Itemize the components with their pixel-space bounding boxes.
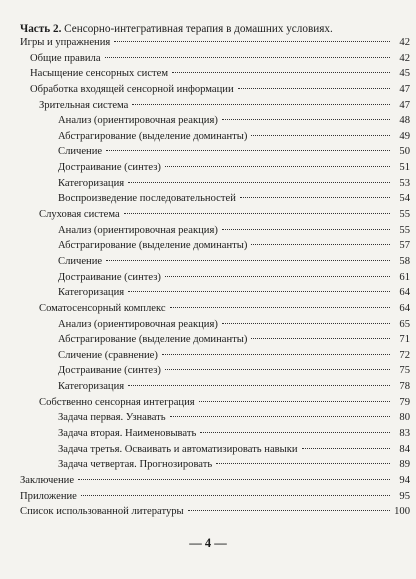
toc-entry	[58, 223, 410, 239]
toc-entry-page: 58	[399, 255, 410, 267]
toc-entry	[58, 285, 410, 301]
toc-entry	[30, 51, 410, 67]
toc-entry-page: 53	[399, 177, 410, 189]
toc-entry-page: 48	[399, 115, 410, 127]
toc-entry	[58, 426, 410, 442]
toc-entry-title: Абстрагирование (выделение доминанты)	[58, 334, 248, 346]
dot-leader	[132, 103, 390, 105]
toc-entry	[30, 82, 410, 98]
toc-entry	[39, 395, 410, 411]
toc-entry-title: Общие правила	[30, 52, 101, 64]
toc-entry-title: Задача четвертая. Прогнозировать	[58, 459, 213, 471]
dot-leader	[124, 212, 390, 214]
toc-entry-page: 84	[399, 443, 410, 455]
toc-entry-title: Анализ (ориентировочная реакция)	[58, 224, 218, 236]
dot-leader	[222, 228, 390, 230]
dot-leader	[216, 462, 390, 464]
dot-leader	[106, 149, 390, 151]
dot-leader	[165, 165, 390, 167]
toc-entry	[58, 332, 410, 348]
toc-entry	[58, 113, 410, 129]
dot-leader	[170, 306, 390, 308]
toc-entry-page: 79	[399, 396, 410, 408]
dot-leader	[251, 134, 390, 136]
toc-entry-title: Абстрагирование (выделение доминанты)	[58, 240, 248, 252]
toc-entry	[58, 270, 410, 286]
toc-entry	[58, 363, 410, 379]
dot-leader	[251, 337, 390, 339]
toc-entry	[58, 144, 410, 160]
dot-leader	[238, 87, 390, 89]
toc-entry-title: Достраивание (синтез)	[58, 162, 161, 174]
toc-entry-page: 42	[399, 52, 410, 64]
dot-leader	[128, 384, 390, 386]
toc-entry	[58, 191, 410, 207]
toc-entry	[58, 238, 410, 254]
toc-entry-page: 57	[399, 240, 410, 252]
toc-entry-page: 100	[394, 506, 410, 518]
toc-entry-title: Насыщение сенсорных систем	[30, 68, 169, 80]
toc-entry-title: Категоризация	[58, 287, 125, 299]
toc-entry-title: Категоризация	[58, 177, 125, 189]
dot-leader	[302, 447, 390, 449]
toc-entry	[20, 489, 410, 505]
toc-entry-title: Сличение	[58, 255, 103, 267]
dot-leader	[114, 40, 390, 42]
toc-entry	[58, 129, 410, 145]
toc-entry-page: 49	[399, 130, 410, 142]
toc-entry-title: Зрительная система	[39, 99, 129, 111]
dot-leader	[251, 243, 390, 245]
toc-entry-page: 51	[399, 162, 410, 174]
toc-entry-title: Воспроизведение последовательностей	[58, 193, 236, 205]
toc-entry	[58, 160, 410, 176]
toc-entry	[30, 66, 410, 82]
dot-leader	[81, 494, 390, 496]
toc-entry-title: Заключение	[20, 474, 75, 486]
toc-entry-title: Категоризация	[58, 381, 125, 393]
toc-entry	[58, 176, 410, 192]
part-heading	[20, 22, 410, 36]
dot-leader	[200, 431, 390, 433]
dot-leader	[128, 181, 390, 183]
toc-entry-page: 65	[399, 318, 410, 330]
toc-entry-title: Анализ (ориентировочная реакция)	[58, 115, 218, 127]
toc-entry-page: 95	[399, 490, 410, 502]
part-title: Сенсорно-интегративная терапия в домашних условиях.	[64, 23, 333, 35]
toc-entry-page: 54	[399, 193, 410, 205]
toc-entry-page: 42	[399, 37, 410, 48]
toc-entry	[20, 35, 410, 51]
dot-leader	[188, 509, 390, 511]
toc-entry-title: Соматосенсорный комплекс	[39, 302, 166, 314]
toc-entry-title: Сличение (сравнение)	[58, 349, 158, 361]
toc-entry	[58, 442, 410, 458]
part-number: Часть 2.	[20, 23, 62, 35]
toc-entry-page: 47	[399, 83, 410, 95]
toc-entry	[20, 473, 410, 489]
toc-entry-title: Обработка входящей сенсорной информации	[30, 83, 234, 95]
dot-leader	[105, 56, 390, 58]
toc-entry-title: Игры и упражнения	[20, 37, 111, 48]
toc-entry-page: 47	[399, 99, 410, 111]
toc-entry-title: Достраивание (синтез)	[58, 271, 161, 283]
toc-entry-title: Собственно сенсорная интеграция	[39, 396, 195, 408]
toc-entry-page: 55	[399, 209, 410, 221]
table-of-contents	[0, 35, 416, 520]
toc-entry	[58, 379, 410, 395]
dot-leader	[162, 353, 390, 355]
toc-entry	[58, 254, 410, 270]
toc-entry	[58, 410, 410, 426]
toc-entry-page: 94	[399, 474, 410, 486]
dot-leader	[199, 400, 390, 402]
dot-leader	[240, 196, 390, 198]
toc-entry-page: 71	[399, 334, 410, 346]
toc-entry-title: Задача вторая. Наименовывать	[58, 428, 197, 440]
toc-entry-title: Слуховая система	[39, 209, 120, 221]
toc-entry-page: 64	[399, 302, 410, 314]
toc-entry	[20, 504, 410, 520]
toc-entry	[58, 317, 410, 333]
page-number: — 4 —	[189, 536, 227, 550]
toc-entry-title: Приложение	[20, 490, 77, 502]
toc-entry-title: Задача третья. Осваивать и автоматизировать навыки	[58, 443, 298, 455]
toc-entry-page: 64	[399, 287, 410, 299]
toc-entry-page: 83	[399, 428, 410, 440]
dot-leader	[172, 71, 390, 73]
dot-leader	[106, 259, 390, 261]
toc-entry-page: 80	[399, 412, 410, 424]
toc-entry-page: 75	[399, 365, 410, 377]
dot-leader	[170, 415, 390, 417]
toc-entry-page: 89	[399, 459, 410, 471]
dot-leader	[222, 118, 390, 120]
toc-entry	[39, 301, 410, 317]
toc-entry-page: 50	[399, 146, 410, 158]
dot-leader	[78, 478, 390, 480]
toc-entry-page: 61	[399, 271, 410, 283]
dot-leader	[165, 275, 390, 277]
toc-entry-page: 72	[399, 349, 410, 361]
dot-leader	[165, 368, 390, 370]
toc-entry	[58, 348, 410, 364]
toc-entry-title: Сличение	[58, 146, 103, 158]
dot-leader	[222, 322, 390, 324]
toc-entry	[39, 98, 410, 114]
toc-entry-page: 78	[399, 381, 410, 393]
toc-entry	[58, 457, 410, 473]
toc-entry-page: 45	[399, 68, 410, 80]
toc-entry-title: Анализ (ориентировочная реакция)	[58, 318, 218, 330]
toc-entry-title: Список использованной литературы	[20, 506, 184, 518]
toc-entry-title: Достраивание (синтез)	[58, 365, 161, 377]
toc-entry-page: 55	[399, 224, 410, 236]
toc-entry	[39, 207, 410, 223]
toc-entry-title: Абстрагирование (выделение доминанты)	[58, 130, 248, 142]
dot-leader	[128, 290, 390, 292]
toc-entry-title: Задача первая. Узнавать	[58, 412, 166, 424]
